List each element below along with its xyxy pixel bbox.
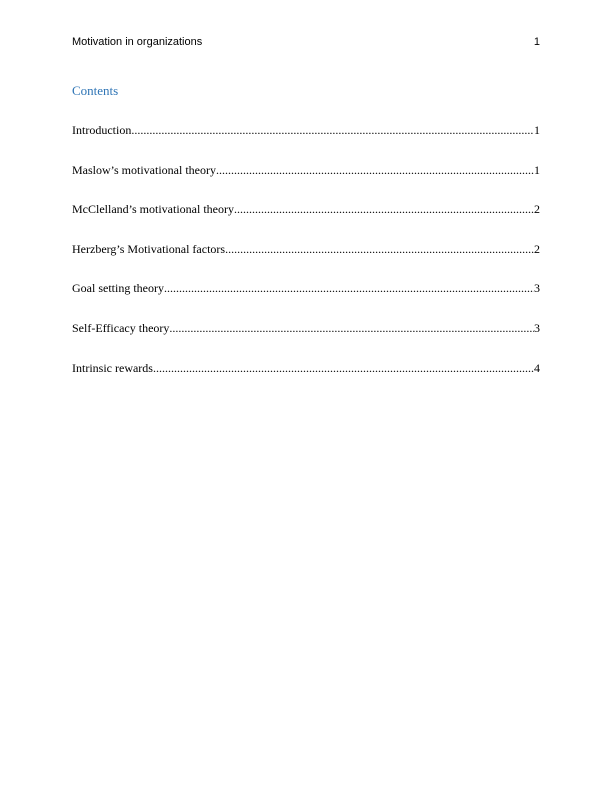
- toc-entry-label: Introduction: [72, 123, 132, 137]
- toc-entry-page: 2: [534, 202, 540, 217]
- toc-dot-leader: [234, 202, 534, 217]
- toc-entry-label: Maslow’s motivational theory: [72, 162, 216, 177]
- toc-dot-leader: [164, 281, 534, 296]
- toc-entry-goal-setting[interactable]: [72, 281, 540, 321]
- toc-entry-intrinsic-rewards[interactable]: [72, 361, 540, 401]
- toc-entry-label: Self-Efficacy theory: [72, 320, 170, 335]
- header-page-number: 1: [533, 36, 540, 48]
- toc-entry-maslow[interactable]: [72, 163, 540, 203]
- toc-entry-self-efficacy[interactable]: [72, 321, 540, 361]
- toc-entry-label: McClelland’s motivational theory: [72, 202, 234, 217]
- toc-entry-label: Herzberg’s Motivational factors: [72, 241, 226, 256]
- toc-entry-page: 1: [534, 123, 540, 137]
- toc-heading: Contents: [72, 83, 119, 98]
- table-of-contents: [72, 123, 540, 400]
- toc-entry-label: Intrinsic rewards: [72, 360, 153, 375]
- toc-dot-leader: [216, 163, 534, 178]
- toc-entry-mcclelland[interactable]: [72, 202, 540, 242]
- toc-entry-herzberg[interactable]: [72, 242, 540, 282]
- running-header: [72, 36, 540, 48]
- toc-entry-page: 2: [534, 241, 540, 256]
- toc-dot-leader: [131, 123, 534, 138]
- toc-entry-page: 3: [534, 320, 540, 335]
- header-title: Motivation in organizations: [72, 36, 203, 48]
- toc-dot-leader: [169, 321, 534, 336]
- toc-entry-page: 1: [534, 162, 540, 177]
- toc-entry-introduction[interactable]: [72, 123, 540, 163]
- toc-dot-leader: [153, 361, 534, 376]
- toc-entry-page: 4: [534, 360, 540, 375]
- toc-entry-label: Goal setting theory: [72, 281, 164, 296]
- toc-entry-page: 3: [534, 281, 540, 296]
- toc-dot-leader: [225, 242, 534, 257]
